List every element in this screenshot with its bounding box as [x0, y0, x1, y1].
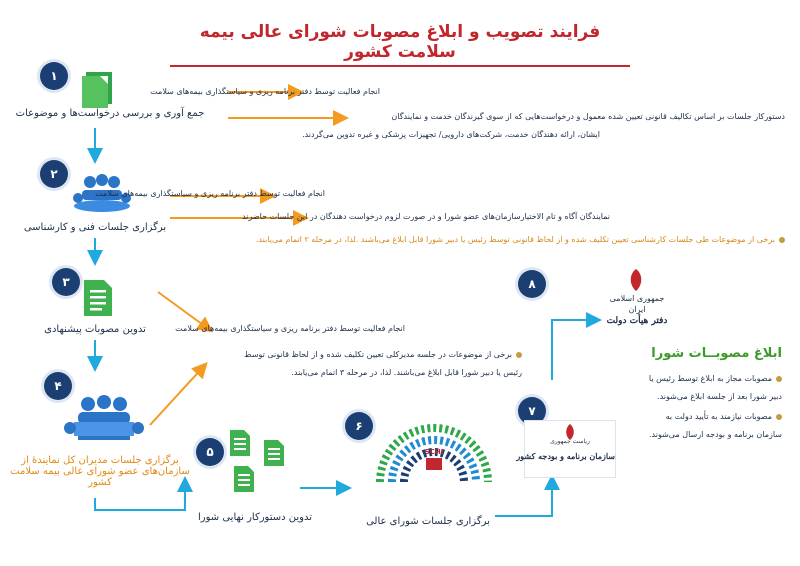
bullet-icon: [776, 414, 782, 420]
hall-label: SCHI: [424, 448, 444, 456]
checklist-document-icon: [84, 280, 116, 318]
notify-line-4: سازمان برنامه و بودجه ارسال می‌شوند.: [648, 430, 782, 439]
step-2-badge: ۲: [40, 160, 68, 188]
note-1-line-3: ایشان، ارائه دهندگان خدمت، شرکت‌های دارویی/ تجهیزات پزشکی و غیره تدوین می‌گردند.: [302, 130, 600, 139]
orange-arrow-4: [150, 365, 205, 425]
note-3-line-1: انجام فعالیت توسط دفتر برنامه ریزی و سیاستگذاری بیمه‌های سلامت: [175, 324, 405, 333]
step-6-badge: ۶: [345, 412, 373, 440]
notify-title: ابلاغ مصوبــات شورا: [651, 346, 782, 361]
document-icon: [82, 70, 118, 108]
gov-line-1: جمهوری اسلامی: [609, 294, 665, 303]
note-3-line-3: رئیس یا دبیر شورا قابل ابلاغ می‌باشند. لذا، در مرحله ۳ اتمام می‌یابند.: [291, 368, 522, 377]
step-4-badge: ۴: [44, 372, 72, 400]
step-4-label-line-3: کشور: [88, 477, 112, 488]
bullet-icon: [779, 237, 785, 243]
notify-line-3-text: مصوبات نیازمند به تأیید دولت به: [665, 412, 772, 421]
gov-line-3: دفتر هیأت دولت: [606, 316, 668, 326]
note-2-line-2: نمایندگان آگاه و تام الاختیارسازمان‌های عضو شورا و در صورت لزوم درخواست دهندگان در این جلسات حاضرند: [242, 212, 610, 221]
note-2-line-3-text: برخی از موضوعات طی جلسات کارشناسی تعیین تکلیف شده و از لحاظ قانونی توسط رئیس یا دبیر شورا قابل ابلاغ می‌باشند .لذا، در مرحله ۲ اتمام می‌یابند.: [255, 235, 775, 244]
step-5-badge: ۵: [196, 438, 224, 466]
step-4-label: [5, 455, 195, 488]
note-1-line-2: دستورکار جلسات بر اساس تکالیف قانونی تعیین شده معمول و درخواست‌هایی که از سوی گیرندگان خدمت و نمایندگان: [391, 112, 785, 121]
page-title: فرایند تصویب و ابلاغ مصوبات شورای عالی بیمه سلامت کشور: [170, 22, 630, 67]
notify-line-1-text: مصوبات مجاز به ابلاغ توسط رئیس یا: [648, 374, 772, 383]
step-1-label: جمع آوری و بررسی درخواست‌ها و موضوعات: [15, 108, 205, 119]
bullet-icon: [776, 376, 782, 382]
step-3-badge: ۳: [52, 268, 80, 296]
notify-line-2: دبیر شورا بعد از جلسه ابلاغ می‌شوند.: [657, 392, 782, 401]
emblem-icon: [624, 268, 648, 292]
arrow-to-8: [552, 320, 598, 380]
step-6-label: برگزاری جلسات شورای عالی: [366, 516, 490, 527]
note-2-line-1: انجام فعالیت توسط دفتر برنامه ریزی و سیاستگذاری بیمه‌های سلامت: [95, 189, 325, 198]
notify-line-1: [649, 372, 782, 385]
parliament-hall-icon: [372, 412, 496, 488]
step-4-label-line-1: برگزاری جلسات مدیران کل نمایندۀ از: [21, 455, 179, 466]
bullet-icon: [516, 352, 522, 358]
gov-line-2: ایران: [628, 305, 646, 314]
arrow-6-7: [495, 478, 552, 516]
step-1-badge: ۱: [40, 62, 68, 90]
step-4-label-line-2: سازمان‌های عضو شورای عالی بیمه سلامت: [10, 466, 190, 477]
step-3-label: تدوین مصوبات پیشنهادی: [44, 324, 146, 335]
step-5-label: تدوین دستورکار نهایی شورا: [198, 512, 312, 523]
note-1-line-1: انجام فعالیت توسط دفتر برنامه ریزی و سیاستگذاری بیمه‌های سلامت: [150, 87, 380, 96]
notify-line-3: [666, 410, 782, 423]
boardroom-icon: [64, 392, 144, 448]
gov-logo: [600, 268, 674, 334]
step-2-label: برگزاری جلسات فنی و کارشناسی: [23, 222, 167, 233]
documents-stack-icon: [226, 428, 296, 498]
note-3-line-2-text: برخی از موضوعات در جلسه مدیرکلی تعیین تکلیف شده و از لحاظ قانونی توسط: [244, 350, 512, 359]
pbo-logo: [516, 420, 616, 478]
step-7-badge: ۷: [518, 397, 546, 425]
pbo-small-text: ریاست جمهوری: [550, 438, 590, 445]
note-3-line-2: [244, 348, 522, 361]
note-2-line-3: [256, 233, 785, 246]
step-8-badge: ۸: [518, 270, 546, 298]
pbo-main-text: سازمان برنامه و بودجه کشور: [516, 451, 615, 461]
